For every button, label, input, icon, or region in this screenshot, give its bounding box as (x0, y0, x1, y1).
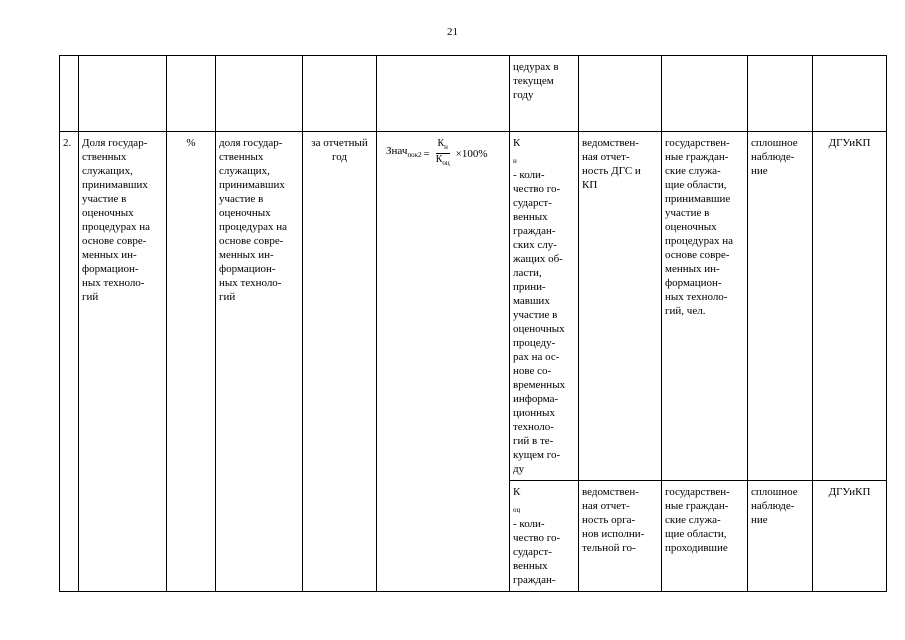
row-number: 2. (60, 132, 79, 592)
cell-empty (216, 56, 303, 132)
data-source: ведомствен- ная отчет- ность ДГС и КП (579, 132, 662, 481)
cell-empty (813, 56, 887, 132)
cell-empty (662, 56, 748, 132)
formula (380, 138, 506, 169)
variable-description: К $_{оц}$ - коли- чество го- сударст- венных граждан- (510, 481, 579, 592)
indicator-definition: доля государ- ственных служащих, принимавших участие в оценочных процедурах на основе совре- менных ин- формацион- ных техноло- гий (216, 132, 303, 592)
collection-method: сплошное наблюде- ние (748, 132, 813, 481)
cell-empty (79, 56, 167, 132)
formula-fraction: $\frac{К_н}{К_{оц}}$ (435, 138, 450, 167)
population: государствен- ные граждан- ские служа- щие области, проходившие (662, 481, 748, 592)
period: за отчетный год (303, 132, 377, 592)
population: государствен- ные граждан- ские служа- щие области, принимавшие участие в оценочных процедурах на основе совре- менных ин- формацион- ных техноло- гий, чел. (662, 132, 748, 481)
variable-description: К $_н$ - коли- чество го- сударст- венных граждан- ских слу- жащих об- ласти, прини- мавших участие в оценочных процеду- рах на ос- нове со- временных информа- ционных техноло- гий в те- кущем го- ду (510, 132, 579, 481)
cell-empty (167, 56, 216, 132)
cell-empty (60, 56, 79, 132)
indicator-name: Доля государ- ственных служащих, принимавших участие в оценочных процедурах на основе совре- менных ин- формацион- ных техноло- гий (79, 132, 167, 592)
formula-tail: ×100% (455, 147, 488, 160)
page-number: 21 (447, 26, 458, 38)
responsible: ДГУиКП (813, 132, 887, 481)
cell-empty (303, 56, 377, 132)
carry-over-variable: цедурах в текущем году (510, 56, 579, 132)
unit: % (167, 132, 216, 592)
formula-cell (377, 132, 510, 592)
collection-method: сплошное наблюде- ние (748, 481, 813, 592)
responsible: ДГУиКП (813, 481, 887, 592)
table-row (60, 132, 887, 481)
formula-eq: = (423, 147, 430, 160)
table-row (60, 56, 887, 132)
data-source: ведомствен- ная отчет- ность орга- нов исполни- тельной го- (579, 481, 662, 592)
cell-empty (579, 56, 662, 132)
formula-lhs: Знач$_{пок2}$ (386, 145, 422, 160)
indicator-table (59, 55, 887, 592)
cell-empty (748, 56, 813, 132)
cell-empty (377, 56, 510, 132)
